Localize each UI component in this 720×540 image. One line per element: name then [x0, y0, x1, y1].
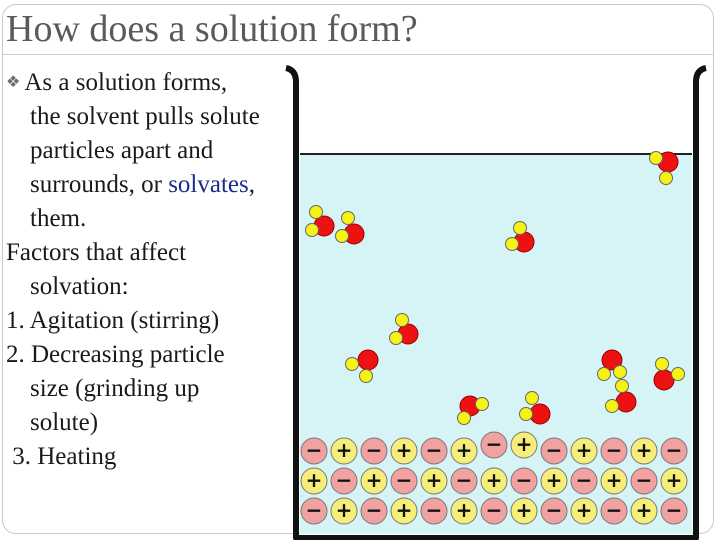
title-divider: [2, 54, 714, 55]
negative-ion: [331, 468, 357, 494]
negative-ion: [421, 498, 447, 524]
plus-sign: +: [395, 498, 413, 522]
minus-sign: −: [485, 498, 503, 522]
positive-ion: [451, 498, 477, 524]
plus-sign: +: [395, 438, 413, 462]
positive-ion: [571, 438, 597, 464]
hydrogen-atom: [342, 212, 355, 225]
negative-ion: [601, 438, 627, 464]
plus-sign: +: [575, 498, 593, 522]
factor-item-particle-size-cont: solute): [30, 409, 99, 436]
positive-ion: [661, 468, 687, 494]
plus-sign: +: [515, 432, 533, 456]
negative-ion: [601, 498, 627, 524]
keyword-solvates: solvates: [168, 171, 249, 198]
hydrogen-atom: [346, 358, 359, 371]
plus-sign: +: [485, 468, 503, 492]
hydrogen-atom: [616, 380, 629, 393]
negative-ion: [661, 438, 687, 464]
plus-sign: +: [545, 468, 563, 492]
factors-heading: Factors that affect: [6, 239, 187, 266]
hydrogen-atom: [606, 400, 619, 413]
negative-ion: [451, 468, 477, 494]
minus-sign: −: [485, 432, 503, 456]
oxygen-atom: [654, 370, 674, 390]
bullet-continuation: [6, 100, 296, 236]
positive-ion: [601, 468, 627, 494]
plus-sign: +: [605, 468, 623, 492]
factor-item-agitation: 1. Agitation (stirring): [6, 307, 220, 334]
negative-ion: [391, 468, 417, 494]
oxygen-atom: [358, 350, 378, 370]
minus-sign: −: [455, 468, 473, 492]
plus-sign: +: [365, 468, 383, 492]
negative-ion: [541, 498, 567, 524]
minus-sign: −: [335, 468, 353, 492]
positive-ion: [451, 438, 477, 464]
beaker-diagram: [276, 62, 716, 540]
hydrogen-atom: [360, 370, 373, 383]
positive-ion: [391, 498, 417, 524]
positive-ion: [421, 468, 447, 494]
negative-ion: [571, 468, 597, 494]
plus-sign: +: [635, 498, 653, 522]
positive-ion: [361, 468, 387, 494]
bullet-paragraph: [6, 66, 296, 100]
negative-ion: [511, 468, 537, 494]
slide-title: How does a solution form?: [6, 8, 418, 50]
minus-sign: −: [305, 498, 323, 522]
minus-sign: −: [545, 498, 563, 522]
bullet-icon: ❖: [6, 74, 21, 91]
minus-sign: −: [665, 438, 683, 462]
plus-sign: +: [335, 498, 353, 522]
oxygen-atom: [616, 392, 636, 412]
negative-ion: [361, 438, 387, 464]
positive-ion: [331, 498, 357, 524]
negative-ion: [421, 438, 447, 464]
positive-ion: [511, 498, 537, 524]
hydrogen-atom: [310, 206, 323, 219]
bullet-line: them.: [30, 205, 87, 232]
hydrogen-atom: [598, 368, 611, 381]
factors-heading-cont: solvation:: [30, 273, 129, 300]
hydrogen-atom: [476, 398, 489, 411]
minus-sign: −: [425, 498, 443, 522]
negative-ion: [661, 498, 687, 524]
text-span: surrounds, or: [30, 171, 169, 198]
minus-sign: −: [665, 498, 683, 522]
positive-ion: [571, 498, 597, 524]
hydrogen-atom: [660, 172, 673, 185]
minus-sign: −: [605, 498, 623, 522]
positive-ion: [391, 438, 417, 464]
factor-item-particle-size: 2. Decreasing particle: [6, 341, 225, 368]
bullet-line: particles apart and: [30, 137, 214, 164]
positive-ion: [481, 468, 507, 494]
minus-sign: −: [605, 438, 623, 462]
negative-ion: [301, 498, 327, 524]
plus-sign: +: [335, 438, 353, 462]
text-span: ,: [248, 171, 255, 198]
negative-ion: [631, 468, 657, 494]
hydrogen-atom: [650, 152, 663, 165]
hydrogen-atom: [614, 366, 627, 379]
minus-sign: −: [635, 468, 653, 492]
negative-ion: [301, 438, 327, 464]
plus-sign: +: [455, 438, 473, 462]
negative-ion: [361, 498, 387, 524]
factor-item-heating: 3. Heating: [6, 443, 117, 470]
hydrogen-atom: [396, 314, 409, 327]
hydrogen-atom: [656, 358, 669, 371]
plus-sign: +: [575, 438, 593, 462]
factor-item-particle-size-cont: size (grinding up: [30, 375, 200, 402]
hydrogen-atom: [306, 224, 319, 237]
positive-ion: [331, 438, 357, 464]
negative-ion: [541, 438, 567, 464]
minus-sign: −: [575, 468, 593, 492]
negative-ion: [481, 432, 507, 458]
minus-sign: −: [365, 438, 383, 462]
negative-ion: [481, 498, 507, 524]
positive-ion: [631, 498, 657, 524]
hydrogen-atom: [458, 412, 471, 425]
bullet-line: As a solution forms,: [24, 69, 228, 96]
hydrogen-atom: [506, 238, 519, 251]
plus-sign: +: [635, 438, 653, 462]
minus-sign: −: [305, 438, 323, 462]
hydrogen-atom: [520, 408, 533, 421]
plus-sign: +: [515, 498, 533, 522]
hydrogen-atom: [390, 332, 403, 345]
hydrogen-atom: [514, 222, 527, 235]
minus-sign: −: [395, 468, 413, 492]
plus-sign: +: [455, 498, 473, 522]
positive-ion: [631, 438, 657, 464]
bullet-line: the solvent pulls solute: [30, 103, 260, 130]
hydrogen-atom: [672, 368, 685, 381]
minus-sign: −: [515, 468, 533, 492]
positive-ion: [301, 468, 327, 494]
plus-sign: +: [305, 468, 323, 492]
minus-sign: −: [545, 438, 563, 462]
hydrogen-atom: [526, 392, 539, 405]
minus-sign: −: [365, 498, 383, 522]
positive-ion: [511, 432, 537, 458]
plus-sign: +: [425, 468, 443, 492]
plus-sign: +: [665, 468, 683, 492]
positive-ion: [541, 468, 567, 494]
minus-sign: −: [425, 438, 443, 462]
bullet-line: [30, 168, 296, 202]
hydrogen-atom: [336, 230, 349, 243]
slide-body: [6, 66, 296, 474]
